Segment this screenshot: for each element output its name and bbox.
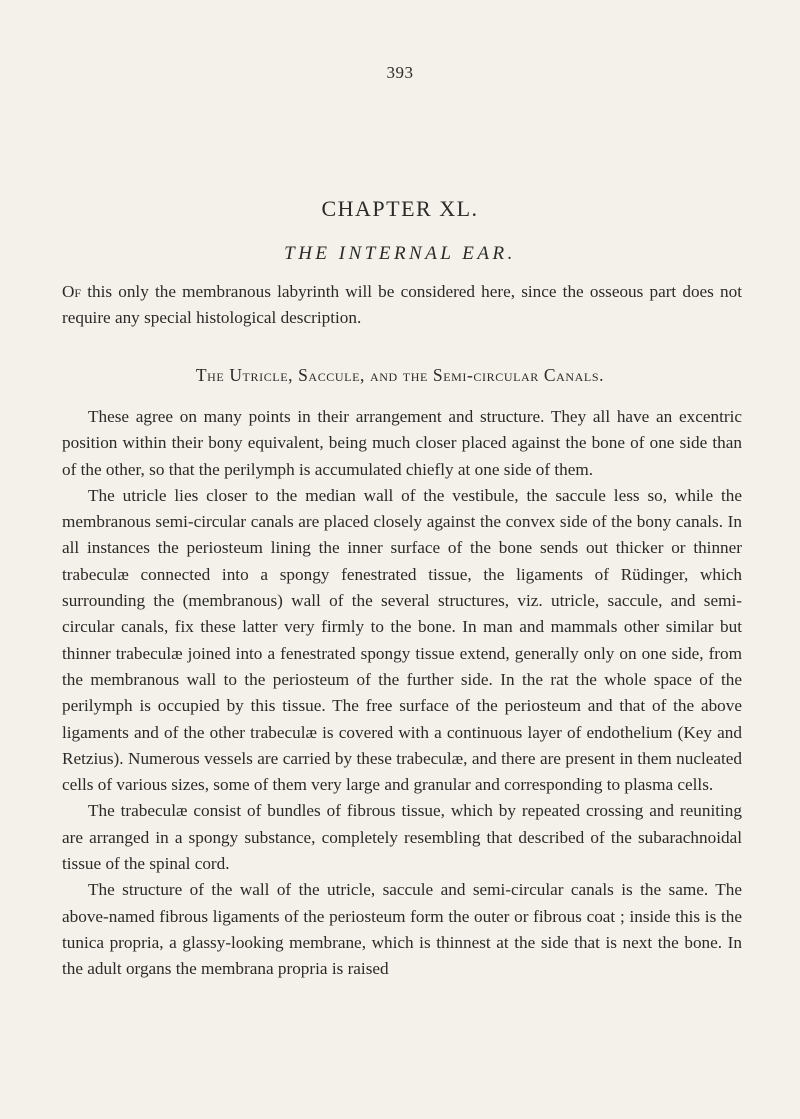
intro-text [62,279,742,332]
page-number: 393 [386,63,414,82]
section-body [62,404,742,983]
paragraph: The utricle lies closer to the median wall of the vestibule, the saccule less so, while the membranous semi-circular canals are placed closely against the convex side of the bony canals. In all instances the periosteum lining the inner surface of the bone sends out thicker or thinner trabeculæ connected into a spongy fenestrated tissue, the ligaments of Rüdinger, which surrounding the (membranous) wall of the several structures, viz. utricle, saccule, and semi-circular canals, fix these latter very firmly to the bone. In man and mammals other similar but thinner trabeculæ joined into a fenestrated spongy tissue extend, generally only on one side, from the membranous wall to the periosteum of the further side. In the rat the whole space of the perilymph is occupied by this tissue. The free surface of the periosteum and that of the above ligaments and of the other trabeculæ is covered with a continuous layer of endothelium (Key and Retzius). Numerous vessels are carried by these trabeculæ, and there are present in them nucleated cells of various sizes, some of them very large and granular and corresponding to plasma cells. [62,485,742,795]
paragraph: These agree on many points in their arrangement and structure. They all have an excentric position within their bony equivalent, being much closer placed against the bone of one side than of the other, so that the perilymph is accumulated chiefly at one side of them. [62,407,742,479]
chapter-title: THE INTERNAL EAR. [284,243,516,264]
chapter-heading: CHAPTER XL. [321,196,479,221]
paragraph: The trabeculæ consist of bundles of fibrous tissue, which by repeated crossing and reuniting are arranged in a spongy substance, completely resembling that described of the subarachnoidal tissue of the spinal cord. [62,801,742,874]
intro-lead-word: Of [62,282,82,301]
intro-body: this only the membranous labyrinth will be considered here, since the osseous part does not require any special histological description. [62,282,742,328]
section-heading: The Utricle, Saccule, and the Semi-circular Canals. [195,365,605,385]
intro-paragraph [62,279,742,332]
paragraph: The structure of the wall of the utricle, saccule and semi-circular canals is the same. The above-named fibrous ligaments of the periosteum form the outer or fibrous coat ; inside this is the tunica propria, a glassy-looking membrane, which is thinnest at the side that is next the bone. In the adult organs the membrana propria is raised [62,880,742,979]
